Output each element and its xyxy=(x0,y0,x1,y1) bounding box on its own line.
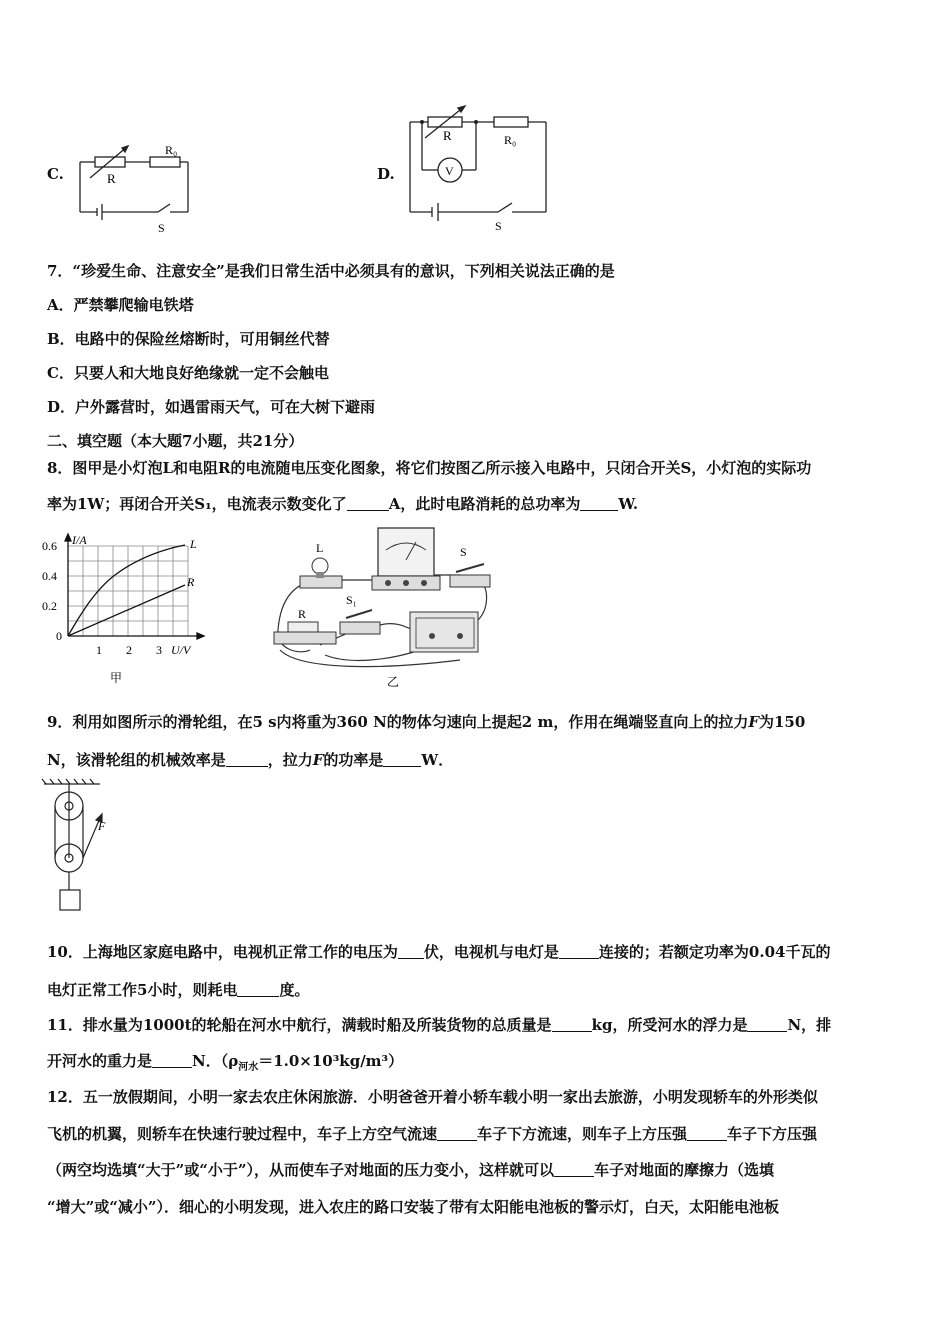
graph-ytick-0: 0 xyxy=(56,629,62,643)
graph-xtick-3: 3 xyxy=(156,643,162,657)
q12-line4: “增大”或“减小”）．细心的小明发现，进入农庄的路口安装了带有太阳能电池板的警示灯，白天，太阳能电池板 xyxy=(47,1198,780,1216)
q9-blank-2[interactable] xyxy=(383,752,421,767)
q8-line2: 率为1W；再闭合开关S₁，电流表示数变化了 A，此时电路消耗的总功率为 W. xyxy=(47,495,639,513)
section-2-heading: 二、填空题（本大题7小题，共21分） xyxy=(47,432,304,450)
graph-ytick-06: 0.6 xyxy=(42,539,57,553)
q11-blank-2[interactable] xyxy=(747,1017,787,1032)
q7-option-a: A．严禁攀爬输电铁塔 xyxy=(47,296,194,314)
q11-blank-3[interactable] xyxy=(152,1053,192,1068)
c-s-label: S xyxy=(158,221,165,235)
curve-l-label: L xyxy=(190,537,197,551)
circuit-l-label: L xyxy=(316,541,324,555)
q7-option-d: D．户外露营时，如遇雷雨天气，可在大树下避雨 xyxy=(47,398,376,416)
option-d-letter: D. xyxy=(377,165,395,183)
q8-circuit-yi xyxy=(260,520,500,690)
q9-blank-1[interactable] xyxy=(226,752,268,767)
q12-blank-1[interactable] xyxy=(437,1126,477,1141)
graph-xtick-2: 2 xyxy=(126,643,132,657)
graph-ylabel: I/A xyxy=(72,533,87,547)
q8-graph-jia xyxy=(40,530,220,690)
curve-r-label: R xyxy=(187,575,195,589)
q7-option-b: B．电路中的保险丝熔断时，可用铜丝代替 xyxy=(47,330,330,348)
pulley-f-label: F xyxy=(98,819,106,833)
q11-blank-1[interactable] xyxy=(552,1017,592,1032)
circuit-s1-label: S₁ xyxy=(346,593,357,607)
q7-option-c: C．只要人和大地良好绝缘就一定不会触电 xyxy=(47,364,329,382)
q12-line1: 12．五一放假期间，小明一家去农庄休闲旅游．小明爸爸开着小轿车载小明一家出去旅游，小明发现轿车的外形类似 xyxy=(47,1088,818,1106)
q11-line1: 11．排水量为1000t的轮船在河水中航行，满载时船及所装货物的总质量是 kg，所受河水的浮力是 N，排 xyxy=(47,1016,832,1034)
q9-line1: 9．利用如图所示的滑轮组，在5 s内将重为360 N的物体匀速向上提起2 m，作用在绳端竖直向上的拉力F为150 xyxy=(47,713,806,731)
circuit-d-figure xyxy=(400,102,555,234)
d-r0-label: R₀ xyxy=(504,133,517,147)
q12-line2: 飞机的机翼，则轿车在快速行驶过程中，车子上方空气流速 车子下方流速，则车子上方压强 车子下方压强 xyxy=(47,1125,818,1143)
circuit-s-label: S xyxy=(460,545,467,559)
q9-line2: N，该滑轮组的机械效率是 ，拉力F的功率是 W． xyxy=(47,751,454,769)
q8-blank-2[interactable] xyxy=(580,496,618,511)
circuit-caption: 乙 xyxy=(387,675,400,689)
q10-blank-1[interactable] xyxy=(398,944,424,959)
graph-ytick-04: 0.4 xyxy=(42,569,57,583)
q7-stem: 7．“珍爱生命、注意安全”是我们日常生活中必须具有的意识，下列相关说法正确的是 xyxy=(47,262,615,280)
pulley-figure xyxy=(40,778,130,918)
d-r-label: R xyxy=(443,128,452,143)
graph-caption: 甲 xyxy=(110,671,123,685)
circuit-c-figure xyxy=(70,140,200,235)
q12-blank-2[interactable] xyxy=(687,1126,727,1141)
graph-xlabel: U/V xyxy=(171,643,191,657)
graph-xtick-1: 1 xyxy=(96,643,102,657)
q10-line1: 10．上海地区家庭电路中，电视机正常工作的电压为 伏，电视机与电灯是 连接的；若额定功率为0.04千瓦的 xyxy=(47,943,831,961)
q10-line2: 电灯正常工作5小时，则耗电 度。 xyxy=(47,981,310,999)
q10-blank-2[interactable] xyxy=(559,944,599,959)
circuit-r-label: R xyxy=(298,607,307,621)
q10-blank-3[interactable] xyxy=(237,982,279,997)
graph-ytick-02: 0.2 xyxy=(42,599,57,613)
option-c-letter: C. xyxy=(47,165,64,183)
q12-blank-3[interactable] xyxy=(554,1162,594,1177)
q12-line3: （两空均选填“大于”或“小于”），从而使车子对地面的压力变小，这样就可以 车子对地面的摩擦力（选填 xyxy=(47,1161,775,1179)
d-s-label: S xyxy=(495,219,502,233)
q11-line2: 开河水的重力是 N．$(\rho_{河水}=1.0\times 10^3kg/m^3)$ xyxy=(47,1052,404,1073)
c-r-label: R xyxy=(107,171,116,186)
c-r0-label: R₀ xyxy=(165,143,178,157)
d-v-label: V xyxy=(445,164,454,178)
q8-blank-1[interactable] xyxy=(347,496,389,511)
q8-line1: 8．图甲是小灯泡L和电阻R的电流随电压变化图象，将它们按图乙所示接入电路中，只闭合开关S，小灯泡的实际功 xyxy=(47,459,812,477)
